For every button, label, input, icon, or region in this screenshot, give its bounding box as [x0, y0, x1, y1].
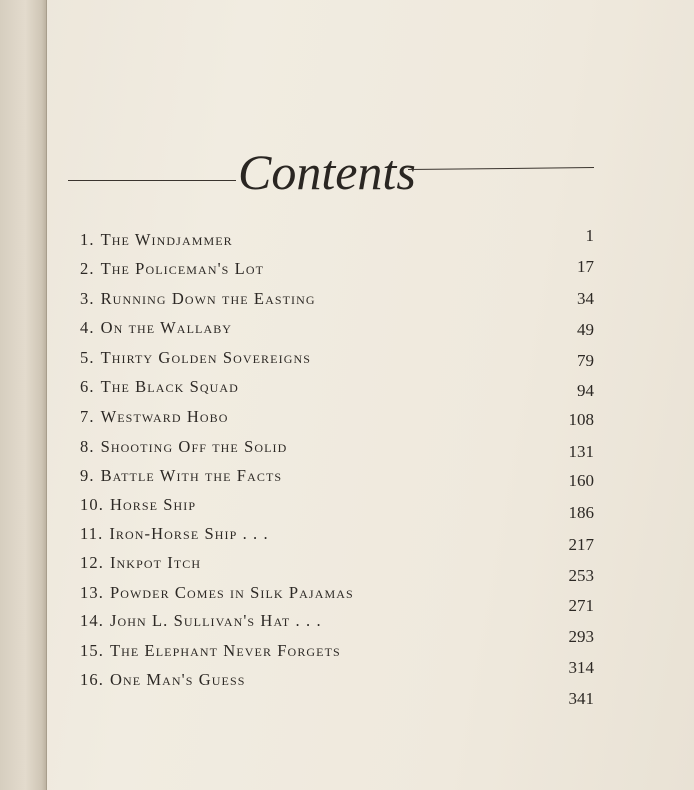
toc-entry	[80, 523, 269, 545]
entry-page: 341	[568, 689, 594, 708]
toc-entry	[80, 258, 264, 280]
entry-page: 160	[568, 471, 594, 490]
entry-number: 14.	[80, 611, 104, 630]
toc-entry	[80, 317, 232, 339]
entry-page: 17	[577, 257, 594, 276]
page-title: Contents	[238, 144, 416, 200]
entry-title: One Man's Guess	[109, 670, 246, 689]
entry-number: 16.	[80, 670, 104, 689]
entry-page: 94	[577, 381, 594, 400]
book-gutter	[0, 0, 47, 790]
entry-title: Shooting Off the Solid	[100, 437, 288, 456]
entry-number: 8.	[80, 437, 95, 456]
entry-number: 7.	[80, 407, 95, 426]
entry-page: 34	[577, 289, 594, 308]
entry-title: Running Down the Easting	[100, 289, 316, 308]
entry-number: 5.	[80, 348, 95, 367]
entry-page: 217	[568, 535, 594, 554]
toc-entry	[80, 552, 201, 574]
entry-title: Inkpot Itch	[109, 553, 202, 572]
contents-heading	[68, 142, 594, 202]
entry-page: 314	[568, 658, 594, 677]
entry-page: 131	[568, 442, 594, 461]
entry-title: Westward Hobo	[100, 407, 229, 426]
toc-entry	[80, 669, 246, 691]
entry-title: The Elephant Never Forgets	[109, 641, 341, 660]
entry-title: The Black Squad	[100, 377, 239, 396]
entry-number: 1.	[80, 230, 95, 249]
entry-number: 2.	[80, 259, 95, 278]
toc-entry	[80, 406, 229, 428]
entry-title: Battle With the Facts	[100, 466, 283, 485]
entry-number: 11.	[80, 524, 104, 543]
entry-number: 6.	[80, 377, 95, 396]
entry-title: The Policeman's Lot	[100, 259, 265, 278]
toc-entry	[80, 229, 233, 251]
entry-page: 293	[568, 627, 594, 646]
toc-entry	[80, 465, 282, 487]
toc-entry	[80, 610, 322, 632]
entry-page: 253	[568, 566, 594, 585]
toc-entry	[80, 494, 196, 516]
title-rule-left	[68, 180, 236, 181]
entry-number: 12.	[80, 553, 104, 572]
entry-title: Thirty Golden Sovereigns	[100, 348, 311, 367]
toc-entry	[80, 376, 239, 398]
toc-entry	[80, 347, 311, 369]
entry-number: 4.	[80, 318, 95, 337]
toc-entry	[80, 288, 316, 310]
entry-number: 15.	[80, 641, 104, 660]
entry-number: 3.	[80, 289, 95, 308]
entry-title: On the Wallaby	[100, 318, 233, 337]
entry-page: 1	[585, 226, 594, 245]
entry-title: The Windjammer	[100, 230, 233, 249]
entry-title: Powder Comes in Silk Pajamas	[109, 583, 354, 602]
entry-page: 108	[568, 410, 594, 429]
toc-entry	[80, 640, 341, 662]
entry-number: 9.	[80, 466, 95, 485]
entry-number: 10.	[80, 495, 104, 514]
entry-page: 49	[577, 320, 594, 339]
entry-page: 186	[568, 503, 594, 522]
title-rule-right	[408, 167, 594, 170]
entry-page: 79	[577, 351, 594, 370]
entry-title: John L. Sullivan's Hat . . .	[109, 611, 322, 630]
toc-entry	[80, 436, 287, 458]
entry-number: 13.	[80, 583, 104, 602]
entry-page: 271	[568, 596, 594, 615]
entry-title: Iron-Horse Ship . . .	[109, 524, 269, 543]
toc-entry	[80, 582, 354, 604]
entry-title: Horse Ship	[109, 495, 197, 514]
